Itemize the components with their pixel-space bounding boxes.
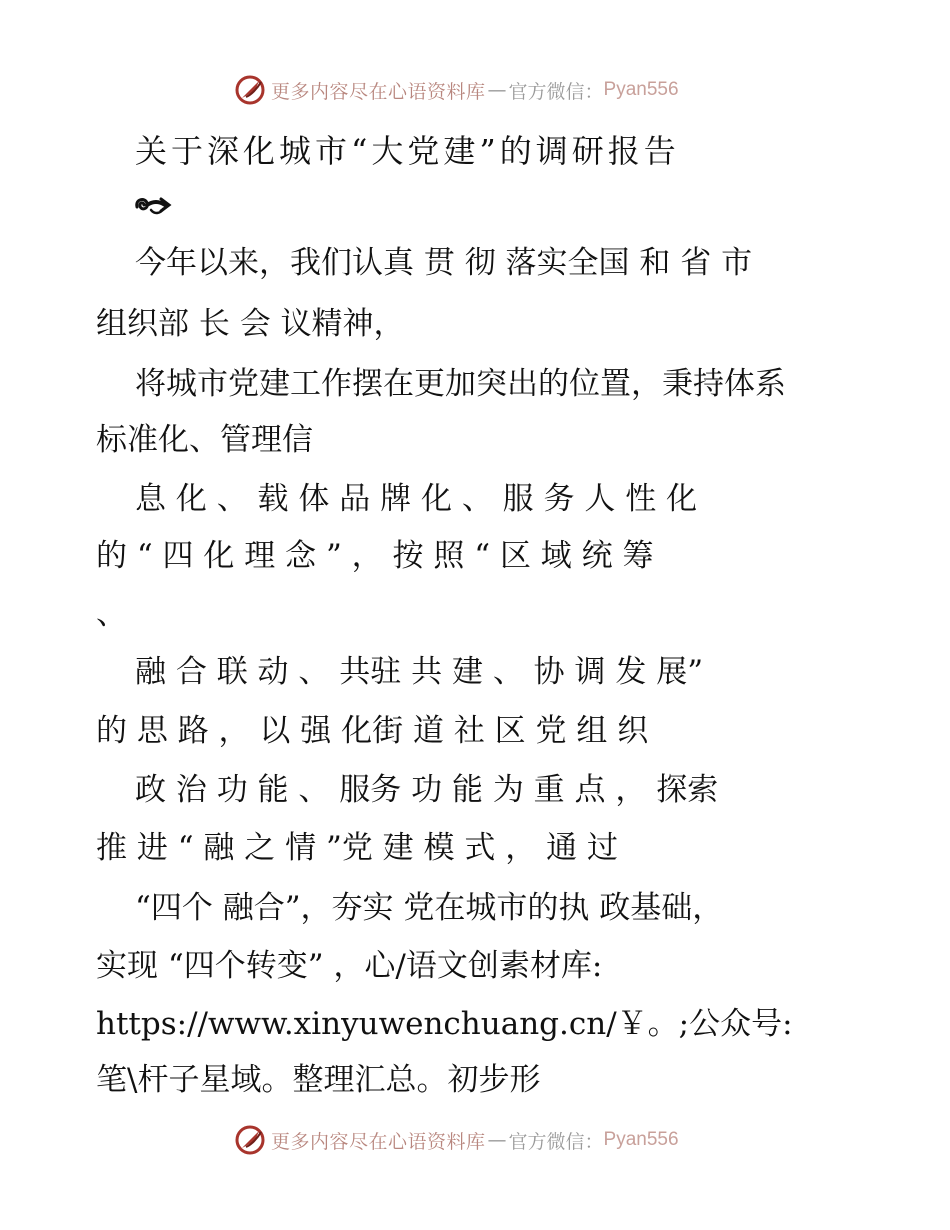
banner-promo-text: 更多内容尽在心语资料库 [271, 1130, 486, 1153]
banner-wechat-id: Pyan556 [603, 79, 679, 100]
body-line-7: 、 [96, 596, 127, 632]
body-line-9: 的 思 路 ， 以 强 化街 道 社 区 党 组 织 [96, 713, 649, 749]
header-banner [233, 72, 679, 108]
quill-logo-icon [233, 1123, 267, 1157]
body-line-1-text: 今年以来，我们认真 贯 彻 落实全国 和 省 市 [135, 245, 753, 281]
banner-separator: — [487, 79, 507, 101]
body-line-12: “四个 融合”，夯实 党在城市的执 政基础， [135, 890, 724, 926]
body-line-15: 笔\杆子星域。整理汇总。初步形 [96, 1062, 541, 1098]
banner-separator: — [487, 1129, 507, 1151]
banner-official-label: 官方微信： [508, 80, 604, 103]
body-line-5: 息 化 、 载 体 品 牌 化 、 服 务 人 性 化 [135, 481, 698, 517]
body-line-14: https://www.xinyuwenchuang.cn/￥。;公众号: [96, 1006, 793, 1042]
footer-banner [233, 1122, 679, 1158]
body-line-11: 推 进 “ 融 之 情 ”党 建 模 式 ， 通 过 [96, 830, 618, 866]
banner-official-label: 官方微信： [508, 1130, 604, 1153]
body-line-3: 将城市党建工作摆在更加突出的位置，秉持体系 [135, 366, 786, 402]
body-line-4: 标准化、管理信 [96, 422, 313, 458]
body-line-2: 组织部 长 会 议精神， [96, 306, 405, 342]
body-line-1 [135, 243, 846, 283]
document-title: 关于深化城市“大党建”的调研报告 [135, 132, 680, 170]
quill-logo-icon [233, 73, 267, 107]
body-line-13: 实现 “四个转变” ，心/语文创素材库: [96, 948, 603, 984]
body-line-6: 的 “ 四 化 理 念 ” ， 按 照 “ 区 域 统 筹 [96, 538, 654, 574]
banner-promo-text: 更多内容尽在心语资料库 [271, 80, 486, 103]
banner-wechat-id: Pyan556 [603, 1129, 679, 1150]
body-line-10: 政 治 功 能 、 服务 功 能 为 重 点 ， 探索 [135, 772, 719, 808]
flourish-ornament-icon [131, 191, 173, 219]
body-line-8: 融 合 联 动 、 共驻 共 建 、 协 调 发 展” [135, 654, 704, 690]
